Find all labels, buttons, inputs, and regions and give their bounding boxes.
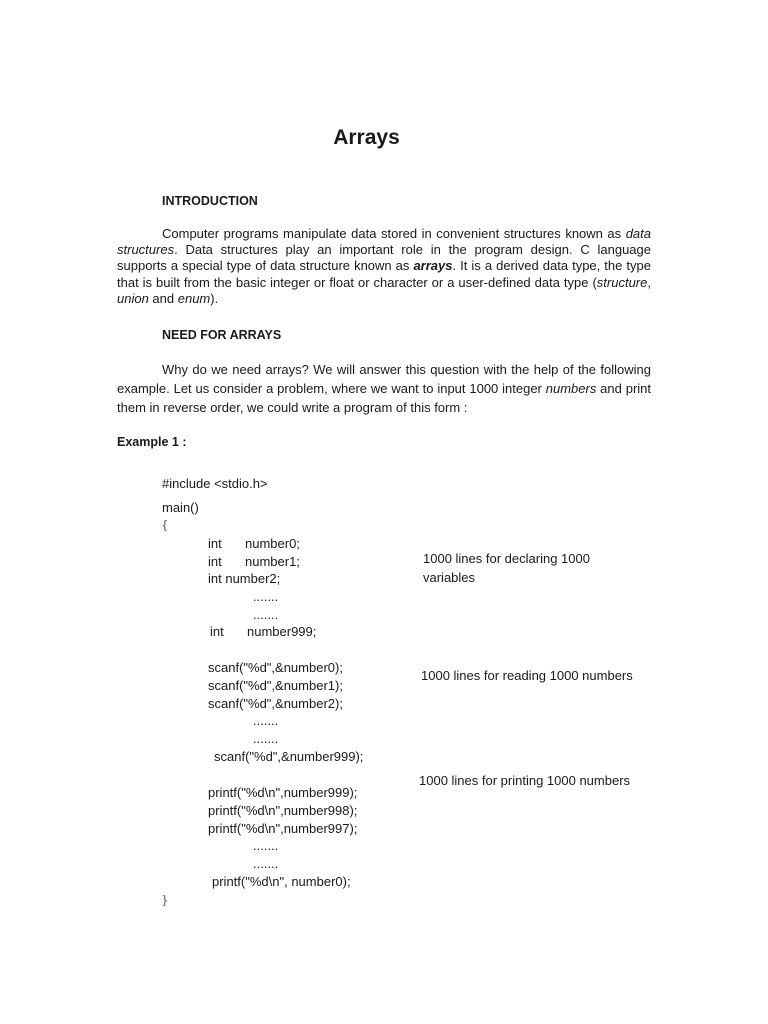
code-var: number999;	[247, 624, 317, 639]
intro-text-4: ,	[647, 274, 651, 290]
code-ellipsis: .......	[253, 856, 279, 871]
code-close-brace: }	[161, 893, 169, 907]
need-text-1: Why do we need arrays? We will answer this question with the help of the following example. Let us consider a problem, where we want to input 1000 integer	[117, 362, 651, 396]
code-open-brace: {	[161, 518, 169, 532]
intro-em-union: union	[117, 290, 149, 306]
code-include: #include <stdio.h>	[162, 476, 268, 491]
code-scanf-line: scanf("%d",&number2);	[208, 696, 343, 711]
intro-heading: INTRODUCTION	[162, 194, 258, 208]
need-text-2: and print them in reverse order, we could write a program of this form :	[117, 381, 652, 415]
intro-em-arrays: arrays	[413, 258, 453, 274]
note-reading: 1000 lines for reading 1000 numbers	[421, 668, 633, 683]
code-printf-line: printf("%d\n", number0);	[212, 874, 351, 889]
code-type: int	[208, 554, 222, 569]
intro-em-structure: structure	[596, 274, 648, 290]
code-var: number1;	[245, 554, 300, 569]
code-printf-line: printf("%d\n",number998);	[208, 803, 358, 818]
code-var: number0;	[245, 536, 300, 551]
note-declaring	[423, 550, 590, 587]
code-type: int	[208, 536, 222, 551]
example-label: Example 1 :	[117, 435, 187, 449]
intro-em-data-structures: data structures	[117, 226, 651, 258]
code-ellipsis: .......	[253, 607, 279, 622]
page-title: Arrays	[333, 126, 400, 149]
code-scanf-line: scanf("%d",&number0);	[208, 660, 343, 675]
code-printf-line: printf("%d\n",number999);	[208, 785, 358, 800]
code-ellipsis: .......	[253, 731, 279, 746]
code-type: int	[210, 624, 224, 639]
note-declaring-line2: variables	[423, 569, 476, 585]
code-scanf-line: scanf("%d",&number1);	[208, 678, 343, 693]
note-printing: 1000 lines for printing 1000 numbers	[419, 773, 631, 788]
code-main: main()	[162, 500, 199, 515]
code-ellipsis: .......	[253, 713, 279, 728]
code-decl-line	[208, 554, 300, 569]
intro-em-enum: enum	[177, 290, 211, 306]
need-paragraph	[117, 360, 651, 417]
code-decl-line: int number2;	[208, 571, 281, 586]
intro-text-6: ).	[210, 290, 219, 306]
intro-text-5: and	[148, 290, 178, 306]
intro-text-3: . It is a derived data type, the type that is built from the basic integer or float or character or a user-defined data type (	[117, 258, 651, 290]
code-decl-line	[208, 536, 300, 551]
intro-text-2: . Data structures play an important role in the program design. C language supports a special type of data structure known as	[117, 242, 651, 274]
need-heading: NEED FOR ARRAYS	[162, 328, 282, 342]
need-em-numbers: numbers	[545, 381, 597, 396]
code-decl-line	[210, 624, 316, 639]
code-printf-line: printf("%d\n",number997);	[208, 821, 358, 836]
code-ellipsis: .......	[253, 589, 279, 604]
code-scanf-line: scanf("%d",&number999);	[214, 749, 364, 764]
note-declaring-line1: 1000 lines for declaring 1000	[423, 551, 590, 566]
code-ellipsis: .......	[253, 838, 279, 853]
intro-paragraph	[117, 226, 651, 307]
intro-text-1: Computer programs manipulate data stored in convenient structures known as	[162, 226, 626, 241]
